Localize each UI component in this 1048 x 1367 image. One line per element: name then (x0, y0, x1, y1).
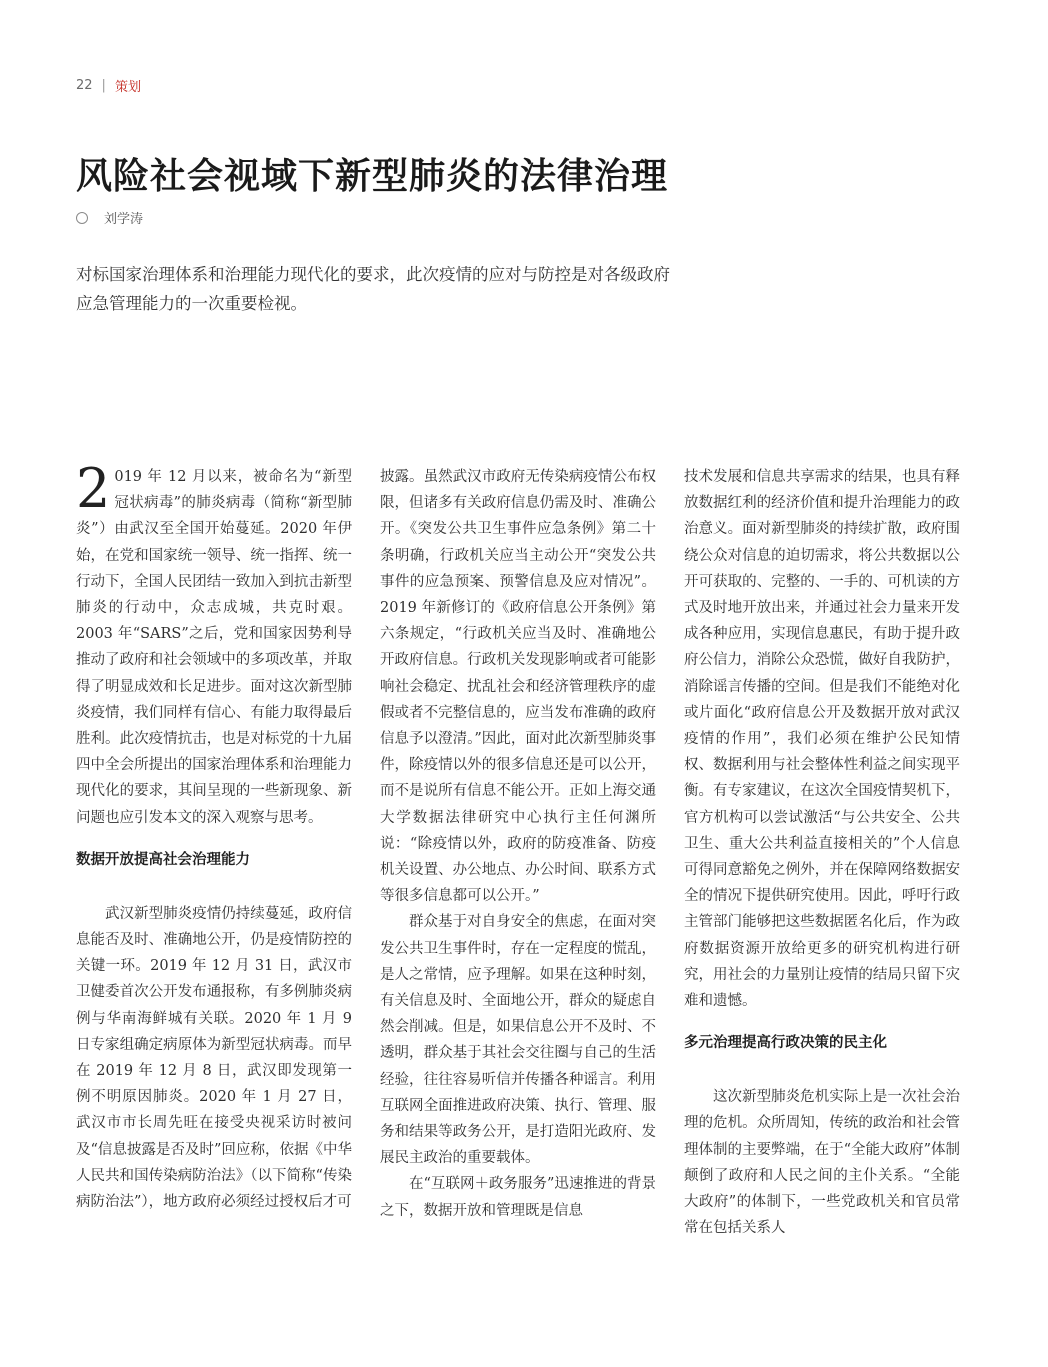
author-bullet-icon (76, 212, 88, 224)
paragraph: 在“互联网＋政务服务”迅速推进的背景之下，数据开放和管理既是信息 (380, 1176, 656, 1219)
text-column-1 (76, 457, 352, 1215)
paragraph-text: 019 年 12 月以来，被命名为“新型冠状病毒”的肺炎病毒（简称“新型肺炎”）由武汉至全国开始蔓延。2020 年伊始，在党和国家统一领导、统一指挥、统一行动下，全国人民团结一致加入到抗击新型肺炎的行动中，众志成城，共克时艰。2003 年“SARS”之后，党和国家因势利导推动了政府和社会领域中的多项改革，并取得了明显成效和长足进步。面对这次新型肺炎疫情，我们同样有信心、有能力取得最后胜利。此次疫情抗击，也是对标党的十九届四中全会所提出的国家治理体系和治理能力现代化的要求，其间呈现的一些新现象、新问题也应引发本文的深入观察与思考。 (76, 469, 352, 826)
section-heading: 多元治理提高行政决策的民主化 (684, 1035, 887, 1052)
author-line (76, 208, 143, 227)
section-label: 策划 (114, 80, 141, 95)
drop-cap: 2 (76, 457, 111, 520)
paragraph: 这次新型肺炎危机实际上是一次社会治理的危机。众所周知，传统的政治和社会管理体制的主要弊端，在于“全能大政府”体制颠倒了政府和人民之间的主仆关系。“全能大政府”的体制下，一些党政机关和官员常常在包括关系人 (684, 1089, 960, 1237)
paragraph: 披露。虽然武汉市政府无传染病疫情公布权限，但诸多有关政府信息仍需及时、准确公开。《突发公共卫生事件应急条例》第二十条明确，行政机关应当主动公开“突发公共事件的应急预案、预警信息及应对情况”。2019 年新修订的《政府信息公开条例》第六条规定，“行政机关应当及时、准确地公开政府信息。行政机关发现影响或者可能影响社会稳定、扰乱社会和经济管理秩序的虚假或者不完整信息的，应当发布准确的政府信息予以澄清。”因此，面对此次新型肺炎事件，除疫情以外的很多信息还是可以公开，而不是说所有信息不能公开。正如上海交通大学数据法律研究中心执行主任何渊所说：“除疫情以外，政府的防疫准备、防疫机关设置、办公地点、办公时间、联系方式等很多信息都可以公开。” (380, 469, 656, 905)
author-name: 刘学涛 (104, 212, 144, 227)
article-title: 风险社会视域下新型肺炎的法律治理 (76, 156, 669, 197)
paragraph: 武汉新型肺炎疫情仍持续蔓延，政府信息能否及时、准确地公开，仍是疫情防控的关键一环。2019 年 12 月 31 日，武汉市卫健委首次公开发布通报称，有多例肺炎病例与华南海鲜城有关联。2020 年 1 月 9 日专家组确定病原体为新型冠状病毒。而早在 2019 年 12 月 8 日，武汉即发现第一例不明原因肺炎。2020 年 1 月 27 日，武汉市市长周先旺在接受央视采访时被问及“信息披露是否及时”回应称，依据《中华人民共和国传染病防治法》（以下简称“传染病防治法”），地方政府必须经过授权后才可 (76, 905, 352, 1211)
running-header (76, 76, 141, 95)
text-column-2 (380, 464, 656, 1224)
paragraph: 群众基于对自身安全的焦虑，在面对突发公共卫生事件时，存在一定程度的慌乱，是人之常情，应予理解。如果在这种时刻，有关信息及时、全面地公开，群众的疑虑自然会削减。但是，如果信息公开不及时、不透明，群众基于其社会交往圈与自己的生活经验，往往容易听信并传播各种谣言。利用互联网全面推进政府决策、执行、管理、服务和结果等政务公开，是打造阳光政府、发展民主政治的重要载体。 (380, 914, 656, 1167)
text-column-3 (684, 464, 960, 1241)
page-number: 22 (76, 78, 93, 93)
section-heading: 数据开放提高社会治理能力 (76, 851, 250, 868)
header-separator: | (101, 78, 106, 93)
paragraph (76, 457, 352, 831)
article-lede: 对标国家治理体系和治理能力现代化的要求，此次疫情的应对与防控是对各级政府应急管理能力的一次重要检视。 (76, 265, 670, 313)
paragraph: 技术发展和信息共享需求的结果，也具有释放数据红利的经济价值和提升治理能力的政治意义。面对新型肺炎的持续扩散，政府围绕公众对信息的迫切需求，将公共数据以公开可获取的、完整的、一手的、可机读的方式及时地开放出来，并通过社会力量来开发成各种应用，实现信息惠民，有助于提升政府公信力，消除公众恐慌，做好自我防护，消除谣言传播的空间。但是我们不能绝对化或片面化“政府信息公开及数据开放对武汉疫情的作用”，我们必须在维护公民知情权、数据利用与社会整体性利益之间实现平衡。有专家建议，在这次全国疫情契机下，官方机构可以尝试激活“与公共安全、公共卫生、重大公共利益直接相关的”个人信息可得同意豁免之例外，并在保障网络数据安全的情况下提供研究使用。因此，呼吁行政主管部门能够把这些数据匿名化后，作为政府数据资源开放给更多的研究机构进行研究，用社会的力量别让疫情的结局只留下灾难和遗憾。 (684, 469, 960, 1010)
